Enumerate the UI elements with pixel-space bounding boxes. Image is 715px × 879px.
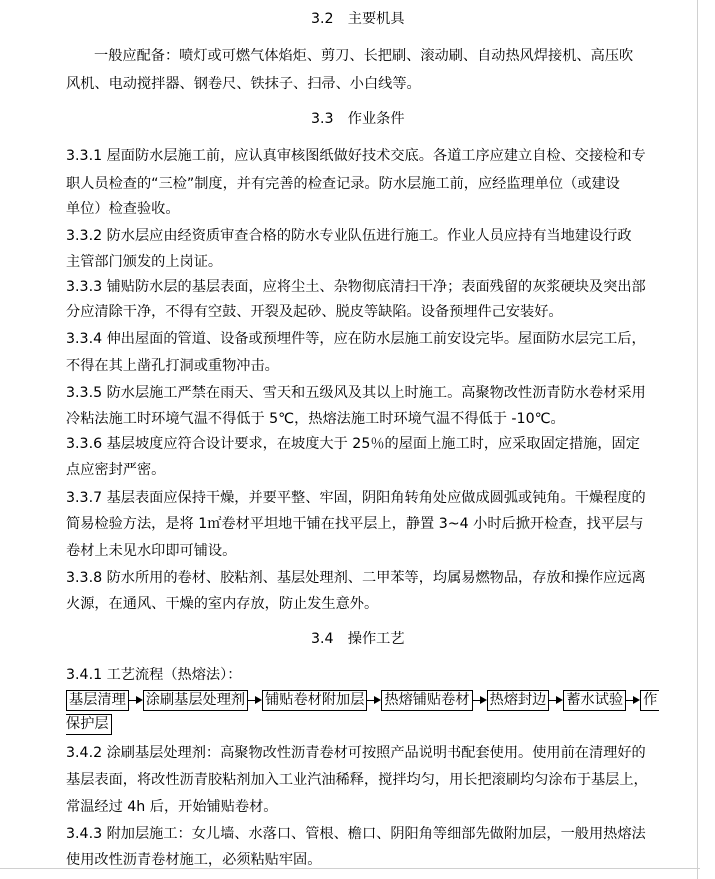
arrow-right-icon bbox=[367, 691, 381, 710]
paragraph-line: 3.4.3 附加层施工：女儿墙、水落口、管根、檐口、阴阳角等细部先做附加层，一般用热熔法 bbox=[66, 826, 646, 842]
paragraph-line: 3.3.7 基层表面应保持干燥，并要平整、牢固，阴阳角转角处应做成圆弧或钝角。干燥程度的 bbox=[66, 490, 646, 506]
paragraph-line: 不得在其上凿孔打洞或重物冲击。 bbox=[66, 358, 279, 374]
flow-intro: 3.4.1 工艺流程（热熔法）： bbox=[66, 667, 242, 683]
flow-step: 热熔铺贴卷材 bbox=[381, 690, 472, 711]
paragraph-line: 单位）检查验收。 bbox=[66, 201, 180, 217]
flow-step: 保护层 bbox=[66, 714, 112, 735]
paragraph-line: 3.3.3 铺贴防水层的基层表面，应将尘土、杂物彻底清扫干净；表面残留的灰浆硬块及突出部 bbox=[66, 279, 646, 295]
arrow-right-icon bbox=[248, 691, 262, 710]
paragraph-line: 点应密封严密。 bbox=[66, 462, 166, 478]
flow-step: 铺贴卷材附加层 bbox=[262, 690, 367, 711]
flow-step: 蓄水试验 bbox=[563, 690, 626, 711]
flow-step: 作 bbox=[640, 690, 659, 711]
paragraph-line: 火源，在通风、干燥的室内存放，防止发生意外。 bbox=[66, 596, 379, 612]
arrow-right-icon bbox=[626, 691, 640, 710]
paragraph-line: 常温经过 4h 后，开始铺贴卷材。 bbox=[66, 799, 278, 815]
paragraph-line: 3.4.2 涂刷基层处理剂：高聚物改性沥青卷材可按照产品说明书配套使用。使用前在清理好的 bbox=[66, 745, 646, 761]
paragraph-line: 卷材上未见水印即可铺设。 bbox=[66, 543, 237, 559]
flow-step: 基层清理 bbox=[66, 690, 129, 711]
arrow-right-icon bbox=[473, 691, 487, 710]
arrow-right-icon bbox=[549, 691, 563, 710]
arrow-right-icon bbox=[129, 691, 143, 710]
paragraph-line: 职人员检查的“三检”制度，并有完善的检查记录。防水层施工前，应经监理单位（或建设 bbox=[66, 176, 620, 192]
paragraph-line: 基层表面，将改性沥青胶粘剂加入工业汽油稀释，搅拌均匀，用长把滚刷均匀涂布于基层上， bbox=[66, 772, 648, 788]
paragraph-line: 简易检验方法，是将 1㎡卷材平坦地干铺在找平层上，静置 3~4 小时后掀开检查，找平层与 bbox=[66, 516, 644, 532]
process-flow bbox=[66, 689, 659, 711]
paragraph-line: 一般应配备：喷灯或可燃气体焰炬、剪刀、长把刷、滚动刷、自动热风焊接机、高压吹 bbox=[94, 48, 634, 64]
paragraph-line: 分应清除干净，不得有空鼓、开裂及起砂、脱皮等缺陷。设备预埋件己安装好。 bbox=[66, 304, 563, 320]
section-heading-3-3: 3.3 作业条件 bbox=[311, 111, 405, 127]
paragraph-line: 主管部门颁发的上岗证。 bbox=[66, 254, 223, 270]
paragraph-line: 3.3.4 伸出屋面的管道、设备或预埋件等，应在防水层施工前安设完毕。屋面防水层完工后， bbox=[66, 331, 646, 347]
paragraph-line: 3.3.8 防水所用的卷材、胶粘剂、基层处理剂、二甲苯等，均属易燃物品，存放和操作应远离 bbox=[66, 570, 646, 586]
paragraph-line: 3.3.2 防水层应由经资质审查合格的防水专业队伍进行施工。作业人员应持有当地建设行政 bbox=[66, 228, 632, 244]
paragraph-line: 风机、电动搅拌器、钢卷尺、铁抹子、扫帚、小白线等。 bbox=[66, 76, 421, 92]
flow-step: 热熔封边 bbox=[487, 690, 550, 711]
page-margin-line bbox=[697, 0, 698, 879]
paragraph-line: 使用改性沥青卷材施工，必须粘贴牢固。 bbox=[66, 852, 322, 868]
section-heading-3-2: 3.2 主要机具 bbox=[311, 11, 405, 27]
paragraph-line: 3.3.1 屋面防水层施工前，应认真审核图纸做好技术交底。各道工序应建立自检、交接检和专 bbox=[66, 148, 646, 164]
paragraph-line: 冷粘法施工时环境气温不得低于 5℃，热熔法施工时环境气温不得低于 -10℃。 bbox=[66, 411, 565, 427]
flow-step: 涂刷基层处理剂 bbox=[143, 690, 248, 711]
paragraph-line: 3.3.5 防水层施工严禁在雨天、雪天和五级风及其以上时施工。高聚物改性沥青防水卷材采用 bbox=[66, 385, 646, 401]
section-heading-3-4: 3.4 操作工艺 bbox=[311, 631, 405, 647]
paragraph-line: 3.3.6 基层坡度应符合设计要求，在坡度大于 25％的屋面上施工时，应采取固定措施，固定 bbox=[66, 436, 640, 452]
